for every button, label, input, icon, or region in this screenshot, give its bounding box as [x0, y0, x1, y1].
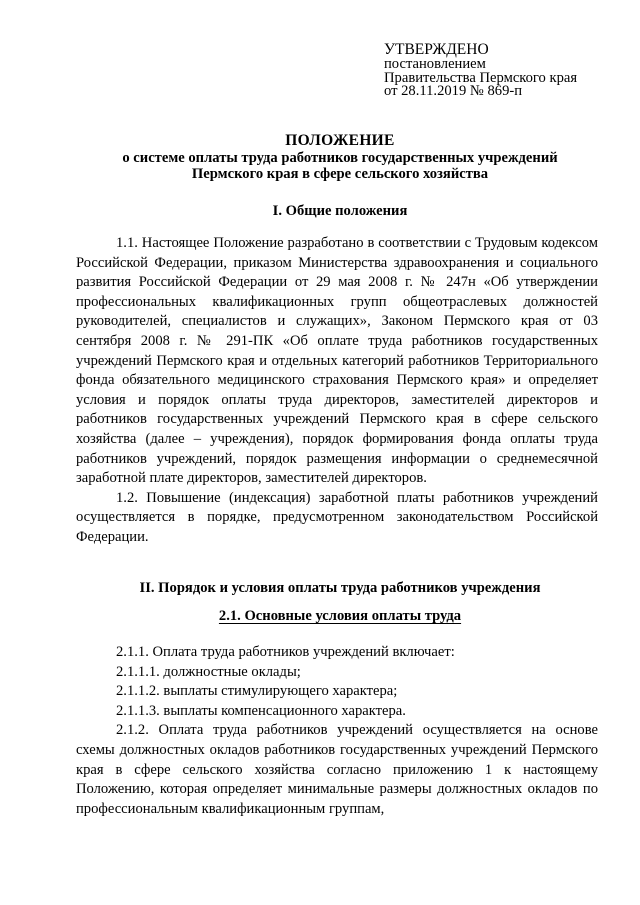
section-1-title: I. Общие положения	[272, 203, 408, 219]
paragraph-2-1-1-1: 2.1.1.1. должностные оклады;	[116, 663, 301, 680]
approval-line-1: постановлением	[384, 56, 486, 72]
subtitle-line-2: Пермского края в сфере сельского хозяйства	[191, 166, 489, 182]
approval-stamp	[384, 42, 624, 99]
section-2-body	[76, 643, 598, 819]
document-subtitle	[70, 150, 610, 182]
paragraph-2-1-1-2: 2.1.1.2. выплаты стимулирующего характера;	[116, 683, 398, 700]
paragraph-2-1-1: 2.1.1. Оплата труда работников учреждений включает:	[116, 644, 455, 660]
section-1-body	[76, 234, 598, 548]
paragraph-1-1: 1.1. Настоящее Положение разработано в соответствии с Трудовым кодексом Российской Федерации, приказом Министерства здравоохранения и социального развития Российской Федерации от 29 мая 2008 г. № 247н «Об утверждении профессиональных квалификационных групп общеотраслевых должностей руководителей, специалистов и служащих», Законом Пермского края от 03 сентября 2008 г. № 291-ПК «Об оплате труда работников государственных учреждений Пермского края и отдельных категорий работников Территориального фонда обязательного медицинского страхования Пермского края» и определяет условия и порядок оплаты труда директоров, заместителей директоров и работников государственных учреждений Пермского края в сфере сельского хозяйства (далее – учреждения), порядок формирования фонда оплаты труда работников учреждений, порядок размещения информации о среднемесячной заработной плате директоров, заместителей директоров.	[76, 235, 598, 487]
paragraph-2-1-2: 2.1.2. Оплата труда работников учреждений осуществляется на основе схемы должностных окладов работников государственных учреждений Пермского края в сфере сельского хозяйства согласно приложению 1 к настоящему Положению, которая определяет минимальные размеры должностных окладов по профессиональным квалификационным группам,	[76, 722, 598, 817]
paragraph-1-2: 1.2. Повышение (индексация) заработной платы работников учреждений осуществляется в порядке, предусмотренном законодательством Российской Федерации.	[76, 489, 598, 545]
section-2-title: II. Порядок и условия оплаты труда работников учреждения	[139, 580, 541, 596]
subsection-2-1-title: 2.1. Основные условия оплаты труда	[218, 608, 462, 624]
approval-line-3: от 28.11.2019 № 869-п	[384, 83, 523, 99]
approval-line-2: Правительства Пермского края	[384, 69, 578, 86]
approval-heading: УТВЕРЖДЕНО	[384, 41, 489, 58]
document-title: ПОЛОЖЕНИЕ	[285, 132, 395, 149]
paragraph-2-1-1-3: 2.1.1.3. выплаты компенсационного характера.	[116, 702, 406, 719]
subtitle-line-1: о системе оплаты труда работников государственных учреждений	[122, 150, 558, 166]
